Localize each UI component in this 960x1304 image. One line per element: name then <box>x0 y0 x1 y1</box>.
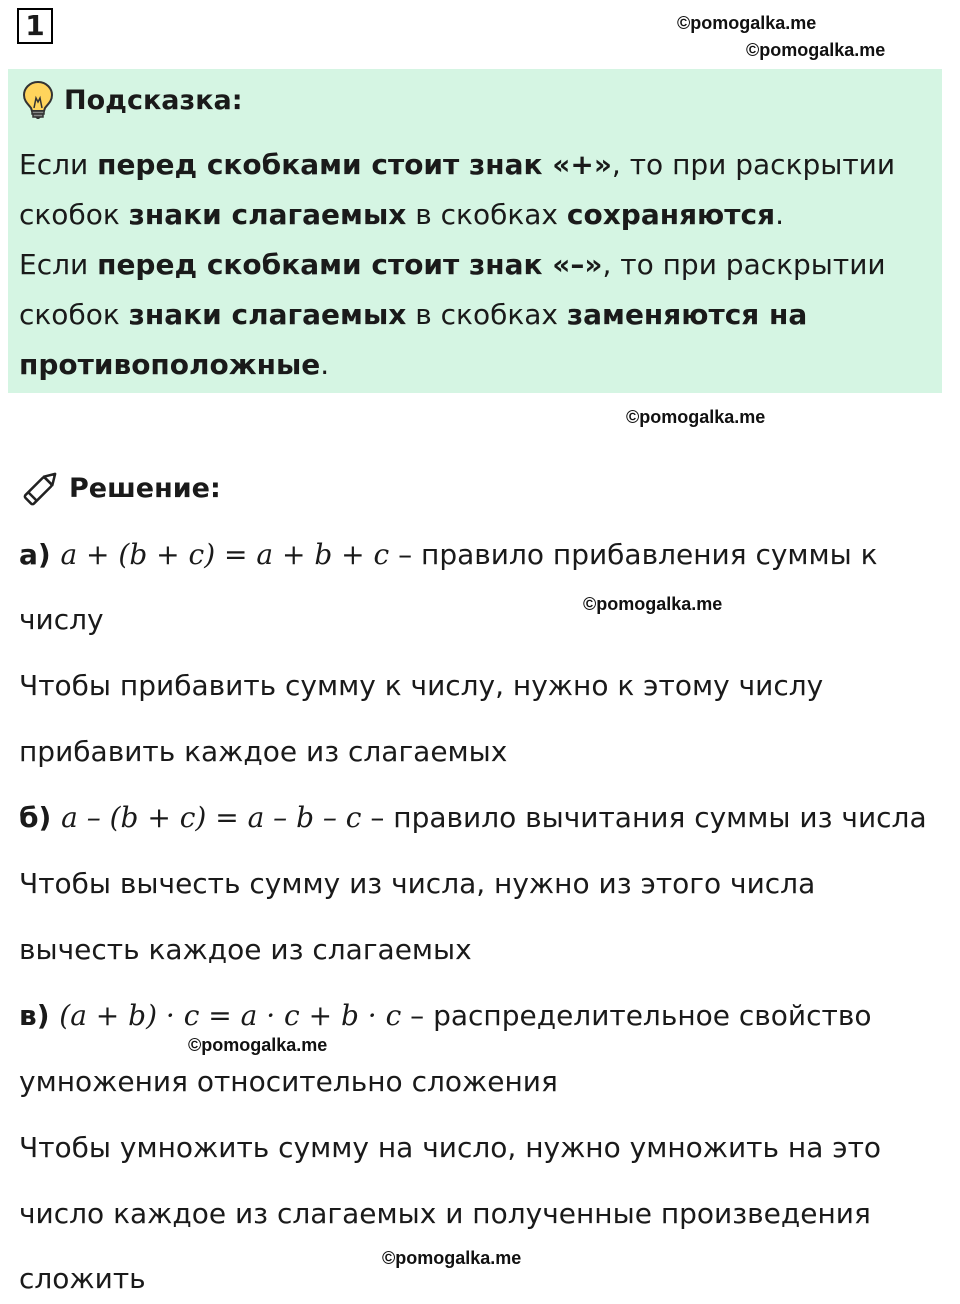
text-segment: умножения относительно сложения <box>19 1065 558 1098</box>
pencil-icon <box>19 466 63 510</box>
bold-text: противоположные <box>19 348 321 381</box>
text-segment: в скобках <box>406 198 567 231</box>
text-segment: числу <box>19 603 104 636</box>
text-segment: число каждое из слагаемых и полученные произведения <box>19 1197 871 1230</box>
solution-line <box>19 732 507 772</box>
solution-line <box>19 798 927 838</box>
bold-text: б) <box>19 801 62 834</box>
hint-line <box>19 145 895 185</box>
formula: (a + b) · c = a · c + b · c <box>59 999 402 1032</box>
text-segment: прибавить каждое из слагаемых <box>19 735 508 768</box>
text-segment: , то при раскрытии <box>602 248 886 281</box>
text-segment: , то при раскрытии <box>611 148 896 181</box>
solution-line <box>19 1259 146 1299</box>
solution-line <box>19 930 472 970</box>
hint-line <box>19 345 329 385</box>
text-segment: скобок <box>19 298 129 331</box>
solution-line <box>19 996 871 1036</box>
text-segment: скобок <box>19 198 129 231</box>
bold-text: сохраняются <box>566 198 776 231</box>
watermark: ©pomogalka.me <box>626 407 766 427</box>
bold-text: знаки слагаемых <box>128 198 407 231</box>
text-segment: сложить <box>19 1262 146 1295</box>
lightbulb-icon <box>22 80 54 120</box>
solution-line <box>19 535 878 575</box>
solution-heading <box>19 466 221 510</box>
text-segment: . <box>320 348 330 381</box>
text-segment: в скобках <box>406 298 567 331</box>
bold-text: заменяются на <box>566 298 808 331</box>
text-segment: Чтобы умножить сумму на число, нужно умножить на это <box>19 1131 882 1164</box>
bold-text: в) <box>19 999 60 1032</box>
text-segment: – правило прибавления суммы к <box>389 538 878 571</box>
bold-text: а) <box>19 538 61 571</box>
text-segment: – правило вычитания суммы из числа <box>361 801 927 834</box>
hint-line <box>19 295 807 335</box>
solution-line <box>19 1194 871 1234</box>
text-segment: Чтобы прибавить сумму к числу, нужно к этому числу <box>19 669 824 702</box>
formula: a – (b + c) = a – b – c <box>61 801 362 834</box>
hint-line <box>19 195 784 235</box>
solution-line <box>19 1128 881 1168</box>
bold-text: перед скобками стоит знак «–» <box>97 248 603 281</box>
solution-line <box>19 864 815 904</box>
hint-heading <box>22 78 243 122</box>
text-segment: Если <box>19 248 98 281</box>
hint-title: Подсказка: <box>64 84 243 116</box>
watermark: ©pomogalka.me <box>382 1248 522 1268</box>
watermark: ©pomogalka.me <box>746 40 886 60</box>
watermark: ©pomogalka.me <box>583 594 723 614</box>
solution-line <box>19 1062 558 1102</box>
task-number: 1 <box>17 8 53 44</box>
text-segment: Чтобы вычесть сумму из числа, нужно из этого числа <box>19 867 816 900</box>
solution-line <box>19 600 104 640</box>
solution-line <box>19 666 823 706</box>
text-segment: . <box>775 198 784 231</box>
text-segment: Если <box>19 148 98 181</box>
text-segment: вычесть каждое из слагаемых <box>19 933 472 966</box>
watermark: ©pomogalka.me <box>677 13 817 33</box>
watermark: ©pomogalka.me <box>188 1035 328 1055</box>
hint-line <box>19 245 886 285</box>
formula: a + (b + c) = a + b + c <box>60 538 390 571</box>
text-segment: – распределительное свойство <box>401 999 872 1032</box>
solution-title: Решение: <box>69 472 221 504</box>
bold-text: перед скобками стоит знак «+» <box>97 148 612 181</box>
bold-text: знаки слагаемых <box>128 298 407 331</box>
